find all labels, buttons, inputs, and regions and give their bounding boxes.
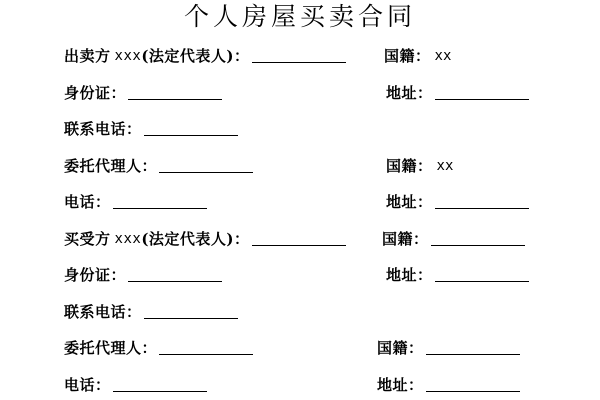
buyer-id-blank[interactable] (128, 267, 222, 282)
seller-agent-phone-row (0, 188, 600, 212)
seller-agent-address-label: 地址： (386, 193, 433, 211)
buyer-nationality-field (382, 225, 525, 249)
seller-agent-field (64, 152, 253, 176)
seller-address-blank[interactable] (435, 85, 529, 100)
buyer-nationality-label: 国籍： (382, 230, 429, 248)
buyer-agent-nationality-label: 国籍： (377, 339, 424, 357)
buyer-agent-address-label: 地址： (377, 376, 424, 394)
buyer-agent-label: 委托代理人： (64, 339, 158, 357)
seller-field (64, 42, 346, 66)
seller-contact-row (0, 115, 600, 139)
buyer-field (64, 225, 346, 249)
seller-legal-rep-label: (法定代表人)： (141, 47, 250, 65)
buyer-address-field (386, 261, 529, 285)
seller-id-blank[interactable] (128, 85, 222, 100)
seller-id-row (0, 79, 600, 103)
seller-agent-address-field (386, 188, 529, 212)
seller-agent-address-blank[interactable] (435, 194, 529, 209)
seller-agent-nationality-value: xx (436, 158, 454, 174)
buyer-agent-address-blank[interactable] (426, 377, 520, 392)
seller-address-label: 地址： (386, 84, 433, 102)
buyer-name-blank[interactable] (252, 231, 346, 246)
seller-agent-blank[interactable] (159, 158, 253, 173)
seller-name-placeholder: xxx (114, 48, 142, 64)
seller-agent-phone-blank[interactable] (113, 194, 207, 209)
buyer-agent-phone-blank[interactable] (113, 377, 207, 392)
buyer-agent-phone-label: 电话： (64, 376, 111, 394)
seller-agent-nationality-label: 国籍： (386, 157, 433, 175)
buyer-agent-phone-row (0, 371, 600, 395)
seller-nationality-value: xx (434, 48, 452, 64)
seller-row (0, 42, 600, 66)
buyer-id-field (64, 261, 222, 285)
buyer-address-label: 地址： (386, 266, 433, 284)
seller-nationality-field (384, 42, 451, 66)
seller-name-blank[interactable] (252, 48, 346, 63)
seller-agent-label: 委托代理人： (64, 157, 158, 175)
buyer-legal-rep-label: (法定代表人)： (141, 230, 250, 248)
seller-contact-blank[interactable] (144, 121, 238, 136)
buyer-agent-row (0, 334, 600, 358)
seller-id-label: 身份证： (64, 84, 127, 102)
buyer-contact-row (0, 298, 600, 322)
buyer-id-label: 身份证： (64, 266, 127, 284)
seller-id-field (64, 79, 222, 103)
buyer-agent-blank[interactable] (159, 340, 253, 355)
buyer-agent-nationality-blank[interactable] (426, 340, 520, 355)
seller-agent-phone-field (64, 188, 207, 212)
buyer-agent-nationality-field (377, 334, 520, 358)
buyer-name-placeholder: xxx (114, 231, 142, 247)
contract-title: 个人房屋买卖合同 (183, 2, 416, 31)
buyer-id-row (0, 261, 600, 285)
seller-agent-phone-label: 电话： (64, 193, 111, 211)
buyer-address-blank[interactable] (435, 267, 529, 282)
buyer-agent-phone-field (64, 371, 207, 395)
seller-contact-field (64, 115, 238, 139)
buyer-nationality-blank[interactable] (431, 231, 525, 246)
seller-agent-row (0, 152, 600, 176)
seller-label: 出卖方 (64, 47, 111, 65)
buyer-agent-address-field (377, 371, 520, 395)
seller-contact-label: 联系电话： (64, 120, 142, 138)
buyer-agent-field (64, 334, 253, 358)
buyer-row (0, 225, 600, 249)
seller-agent-nationality-field (386, 152, 453, 176)
buyer-label: 买受方 (64, 230, 111, 248)
buyer-contact-label: 联系电话： (64, 303, 142, 321)
buyer-contact-field (64, 298, 238, 322)
buyer-contact-blank[interactable] (144, 304, 238, 319)
seller-address-field (386, 79, 529, 103)
seller-nationality-label: 国籍： (384, 47, 431, 65)
